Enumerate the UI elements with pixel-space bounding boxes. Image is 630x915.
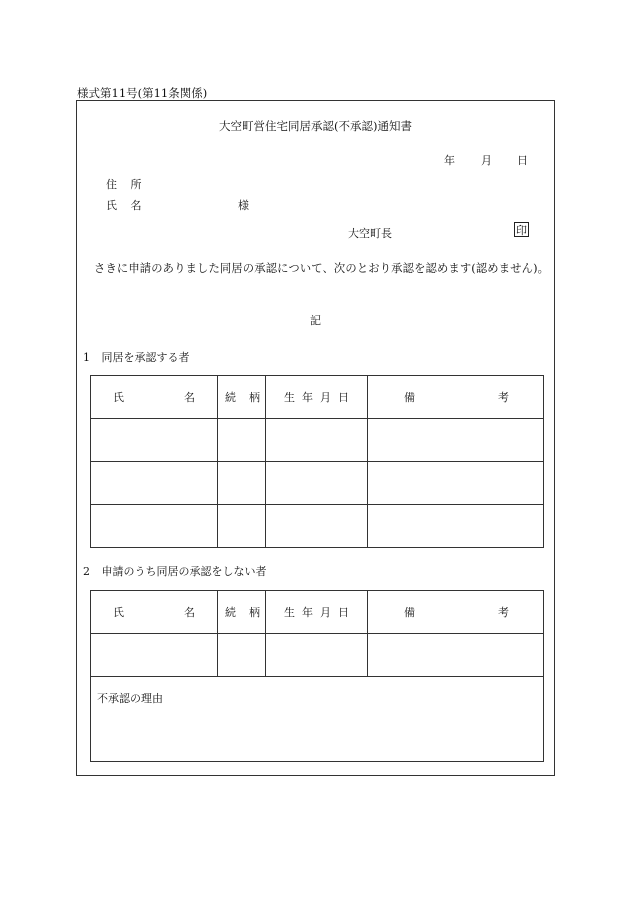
header-relation: 続 柄: [218, 591, 266, 634]
header-birthdate: 生 年 月 日: [266, 591, 368, 634]
note-heading: 記: [310, 314, 321, 327]
date-year-label: 年: [444, 154, 455, 167]
address-label-char2: 所: [130, 178, 142, 191]
name-label-char2: 名: [130, 199, 142, 212]
cell-name-blank[interactable]: [91, 634, 218, 677]
recipient-name-row: [106, 197, 142, 213]
cell-birthdate-blank[interactable]: [266, 634, 368, 677]
section1-number: 1: [83, 351, 90, 364]
header-remarks: 備 考: [368, 376, 544, 419]
cell-remarks-blank[interactable]: [368, 634, 544, 677]
cell-relation-blank[interactable]: [218, 419, 266, 462]
address-row: [106, 176, 142, 192]
form-number-label: 様式第11号(第11条関係): [77, 86, 208, 100]
seal-stamp-box: 印: [516, 224, 527, 237]
date-month-label: 月: [481, 154, 492, 167]
header-birthdate: 生 年 月 日: [266, 376, 368, 419]
table-row: [91, 419, 544, 462]
cell-birthdate-blank[interactable]: [266, 462, 368, 505]
table-header-row: [91, 591, 544, 634]
rejection-reason-label: 不承認の理由: [97, 692, 163, 705]
table-header-row: [91, 376, 544, 419]
address-label-char1: 住: [106, 178, 117, 191]
section2-heading: [83, 563, 267, 579]
document-title: 大空町営住宅同居承認(不承認)通知書: [219, 119, 412, 133]
cell-relation-blank[interactable]: [218, 634, 266, 677]
section2-number: 2: [83, 565, 90, 578]
cell-relation-blank[interactable]: [218, 462, 266, 505]
honorific-sama: 様: [238, 199, 249, 212]
cell-name-blank[interactable]: [91, 419, 218, 462]
header-remarks: 備 考: [368, 591, 544, 634]
date-day-label: 日: [517, 154, 528, 167]
approved-persons-table: [90, 375, 544, 548]
issuer-mayor: 大空町長: [348, 227, 392, 240]
rejected-persons-table: [90, 590, 544, 762]
header-relation: 続 柄: [218, 376, 266, 419]
section1-title: 同居を承認する者: [101, 351, 190, 364]
reason-row: [91, 677, 544, 762]
cell-remarks-blank[interactable]: [368, 419, 544, 462]
rejection-reason-field[interactable]: [91, 677, 544, 762]
header-name: 氏 名: [91, 591, 218, 634]
cell-remarks-blank[interactable]: [368, 505, 544, 548]
cell-name-blank[interactable]: [91, 462, 218, 505]
cell-birthdate-blank[interactable]: [266, 505, 368, 548]
cell-relation-blank[interactable]: [218, 505, 266, 548]
cell-remarks-blank[interactable]: [368, 462, 544, 505]
table-row: [91, 505, 544, 548]
section2-title: 申請のうち同居の承認をしない者: [101, 565, 267, 578]
notice-document-frame: [76, 100, 555, 776]
cell-birthdate-blank[interactable]: [266, 419, 368, 462]
table-row: [91, 634, 544, 677]
table-row: [91, 462, 544, 505]
name-label-char1: 氏: [106, 199, 117, 212]
notice-body-text: さきに申請のありました同居の承認について、次のとおり承認を認めます(認めません)。: [94, 262, 550, 275]
header-name: 氏 名: [91, 376, 218, 419]
section1-heading: [83, 349, 190, 365]
cell-name-blank[interactable]: [91, 505, 218, 548]
